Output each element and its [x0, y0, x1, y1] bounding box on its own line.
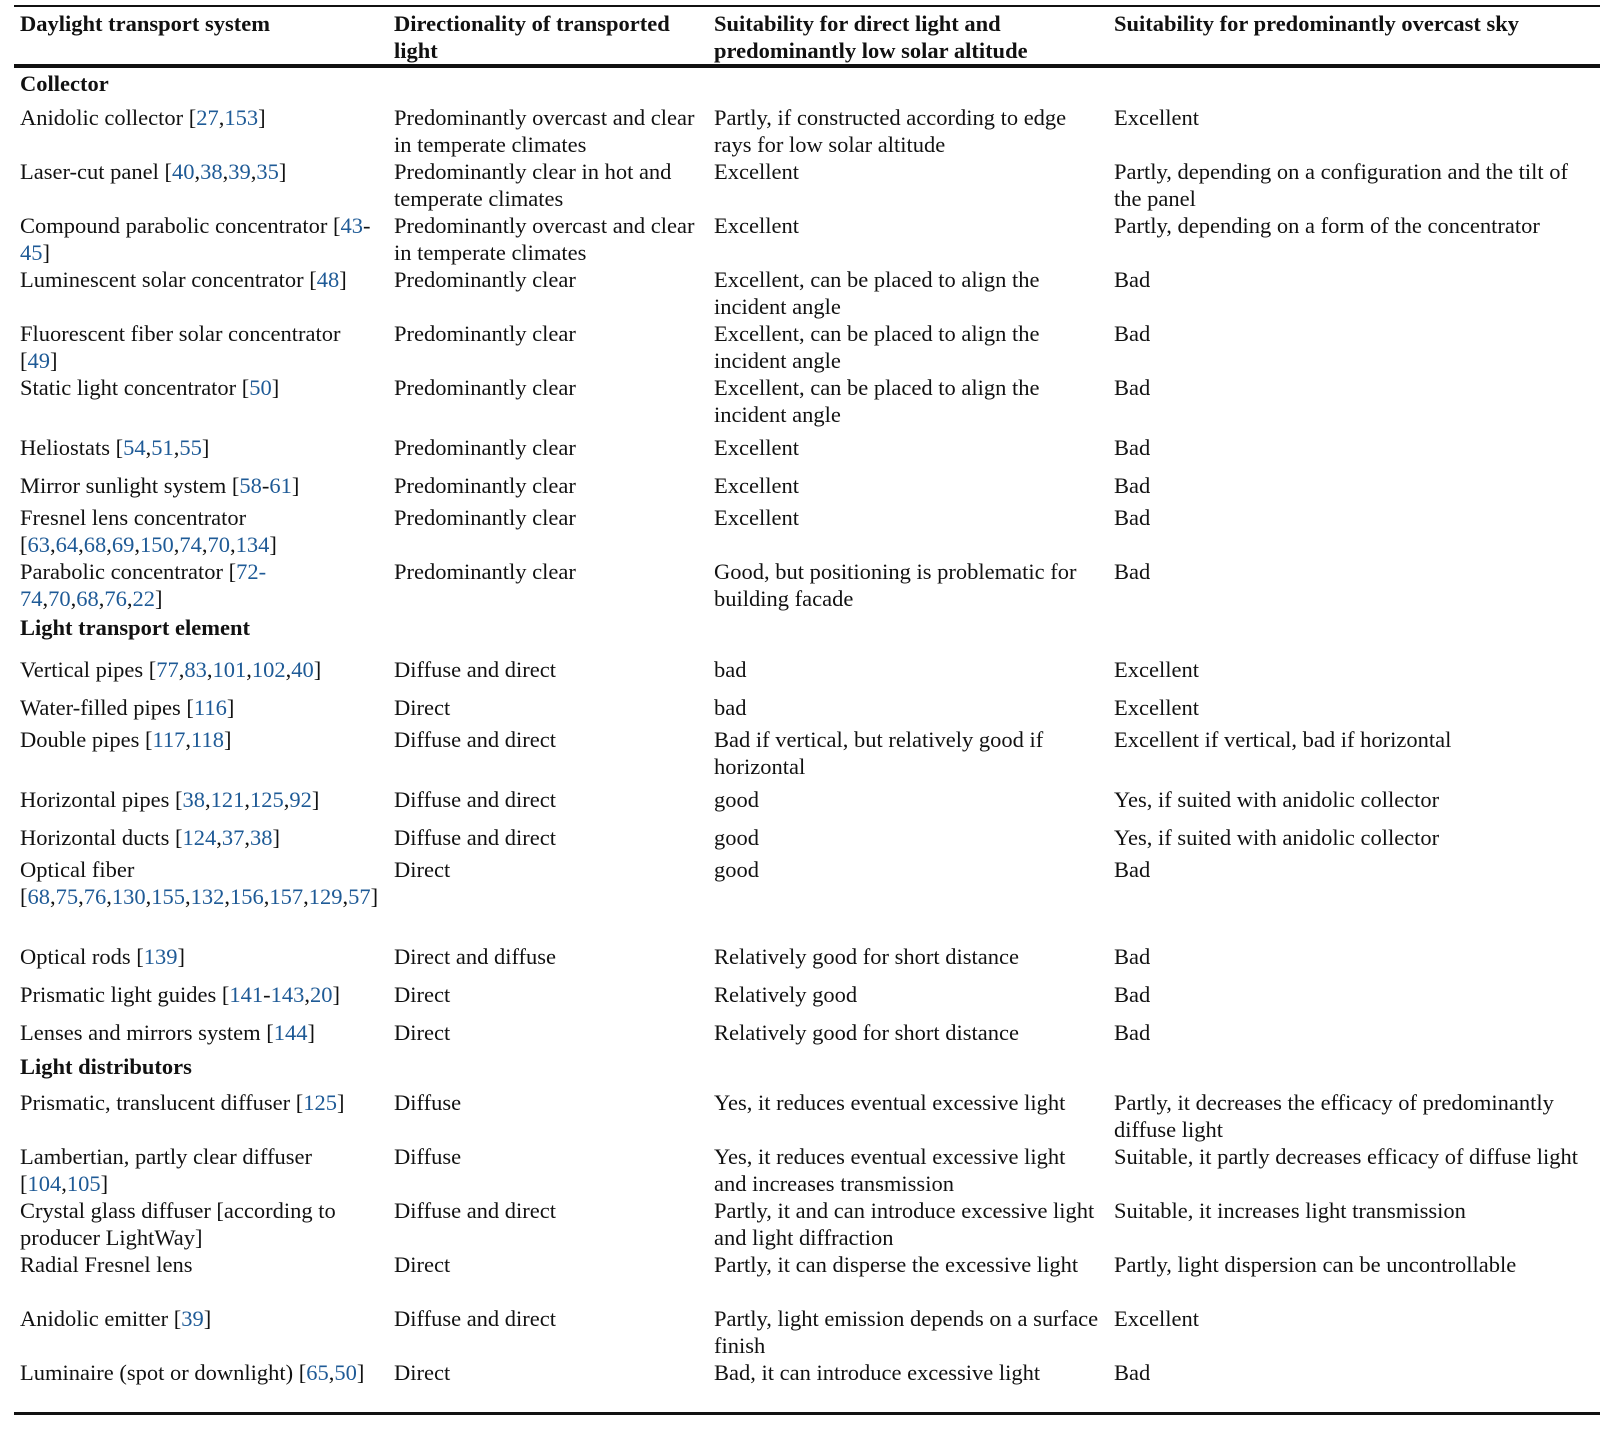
reference-link[interactable]: 45 — [20, 240, 43, 265]
reference-link[interactable]: 50 — [249, 375, 272, 400]
table-row — [14, 504, 1600, 558]
table-row — [14, 726, 1600, 780]
table-row — [14, 1013, 1600, 1051]
cell-direct-light-suitability: Relatively good for short distance — [714, 944, 1019, 969]
section-row — [14, 1051, 1600, 1089]
table-row — [14, 975, 1600, 1013]
table-row — [14, 688, 1600, 726]
header-overcast-suitability: Suitability for predominantly overcast sky — [1114, 11, 1520, 36]
cell-overcast-suitability: Bad — [1114, 1020, 1151, 1045]
reference-link[interactable]: 153 — [224, 105, 259, 130]
reference-link[interactable]: 134 — [235, 532, 270, 557]
reference-link[interactable]: 70 — [48, 586, 71, 611]
reference-link[interactable]: 144 — [273, 1020, 308, 1045]
cell-system: Lenses and mirrors system [144] — [20, 1020, 315, 1045]
cell-directionality: Diffuse and direct — [394, 727, 557, 752]
cell-system: Static light concentrator [50] — [20, 375, 280, 400]
cell-direct-light-suitability: Excellent, can be placed to align the incident angle — [714, 321, 1040, 373]
reference-link[interactable]: 117 — [152, 727, 186, 752]
header-directionality: Directionality of transported light — [394, 11, 670, 63]
cell-direct-light-suitability: Partly, it can disperse the excessive light — [714, 1252, 1079, 1277]
reference-link[interactable]: 101 — [212, 657, 247, 682]
reference-link[interactable]: 40 — [171, 159, 195, 184]
reference-link[interactable]: 157 — [269, 884, 304, 909]
cell-directionality: Diffuse — [394, 1144, 462, 1169]
cell-directionality: Direct — [394, 1360, 451, 1385]
cell-direct-light-suitability: Excellent — [714, 505, 799, 530]
cell-system: Optical rods [139] — [20, 944, 185, 969]
cell-system: Heliostats [54,51,55] — [20, 435, 210, 460]
reference-link[interactable]: 22 — [132, 586, 155, 611]
cell-overcast-suitability: Bad — [1114, 857, 1151, 882]
cell-directionality: Predominantly overcast and clear in temperate climates — [394, 213, 695, 265]
reference-link[interactable]: 68 — [83, 532, 107, 557]
cell-overcast-suitability: Excellent — [1114, 657, 1199, 682]
table-row — [14, 558, 1600, 612]
cell-directionality: Diffuse and direct — [394, 825, 557, 850]
cell-direct-light-suitability: Excellent — [714, 473, 799, 498]
reference-link[interactable]: 70 — [207, 532, 230, 557]
cell-system: Mirror sunlight system [58-61] — [20, 473, 300, 498]
cell-direct-light-suitability: Yes, it reduces eventual excessive light — [714, 1090, 1066, 1115]
reference-link[interactable]: 55 — [179, 435, 202, 460]
reference-link[interactable]: 50 — [334, 1360, 357, 1385]
cell-directionality: Direct — [394, 695, 451, 720]
cell-directionality: Direct — [394, 1020, 451, 1045]
reference-link[interactable]: 68 — [27, 884, 50, 909]
cell-system: Crystal glass diffuser [according to producer LightWay] — [20, 1198, 336, 1250]
reference-link[interactable]: 40 — [291, 657, 314, 682]
reference-link[interactable]: 129 — [308, 884, 343, 909]
table-row — [14, 1089, 1600, 1143]
cell-directionality: Direct — [394, 982, 451, 1007]
reference-link[interactable]: 38 — [200, 159, 223, 184]
reference-link[interactable]: 76 — [83, 884, 107, 909]
table-row — [14, 374, 1600, 428]
cell-directionality: Predominantly clear in hot and temperate climates — [394, 159, 672, 211]
cell-directionality: Predominantly clear — [394, 559, 576, 584]
reference-link[interactable]: 75 — [55, 884, 79, 909]
reference-link[interactable]: 156 — [230, 884, 264, 909]
table-row — [14, 937, 1600, 975]
table-row — [14, 320, 1600, 374]
reference-link[interactable]: 38 — [182, 787, 205, 812]
cell-overcast-suitability: Yes, if suited with anidolic collector — [1114, 787, 1440, 812]
cell-overcast-suitability: Partly, light dispersion can be uncontrollable — [1114, 1252, 1517, 1277]
reference-link[interactable]: 121 — [210, 787, 245, 812]
cell-overcast-suitability: Suitable, it partly decreases efficacy of diffuse light — [1114, 1144, 1579, 1169]
reference-link[interactable]: 64 — [55, 532, 79, 557]
cell-direct-light-suitability: Excellent, can be placed to align the incident angle — [714, 375, 1040, 427]
cell-overcast-suitability: Excellent — [1114, 1306, 1199, 1331]
cell-directionality: Predominantly clear — [394, 267, 576, 292]
table-row — [14, 1359, 1600, 1413]
cell-system: Horizontal ducts [124,37,38] — [20, 825, 280, 850]
cell-direct-light-suitability: Excellent — [714, 213, 799, 238]
cell-direct-light-suitability: good — [714, 857, 759, 882]
cell-overcast-suitability: Bad — [1114, 267, 1151, 292]
reference-link[interactable]: 63 — [27, 532, 50, 557]
cell-system: Prismatic light guides [141-143,20] — [20, 982, 340, 1007]
cell-direct-light-suitability: Excellent — [714, 435, 799, 460]
reference-link[interactable]: 58 — [239, 473, 262, 498]
reference-link[interactable]: 72-74 — [20, 559, 267, 611]
section-row — [14, 612, 1600, 650]
reference-link[interactable]: 74 — [179, 532, 202, 557]
cell-system: Double pipes [117,118] — [20, 727, 232, 752]
cell-directionality: Predominantly clear — [394, 321, 576, 346]
section-title: Light distributors — [20, 1054, 192, 1079]
cell-system: Horizontal pipes [38,121,125,92] — [20, 787, 320, 812]
reference-link[interactable]: 39 — [181, 1306, 204, 1331]
cell-directionality: Predominantly clear — [394, 505, 576, 530]
cell-directionality: Diffuse and direct — [394, 1198, 557, 1223]
reference-link[interactable]: 139 — [143, 944, 178, 969]
cell-system: Anidolic collector [27,153] — [20, 105, 266, 130]
cell-directionality: Direct and diffuse — [394, 944, 557, 969]
cell-overcast-suitability: Bad — [1114, 1360, 1151, 1385]
reference-link[interactable]: 37 — [221, 825, 245, 850]
cell-direct-light-suitability: Relatively good for short distance — [714, 1020, 1019, 1045]
reference-link[interactable]: 48 — [316, 267, 340, 292]
table-row — [14, 856, 1600, 937]
cell-system: Compound parabolic concentrator [43-45] — [20, 213, 371, 265]
reference-link[interactable]: 125 — [303, 1090, 338, 1115]
cell-system: Vertical pipes [77,83,101,102,40] — [20, 657, 322, 682]
reference-link[interactable]: 77 — [156, 657, 179, 682]
reference-link[interactable]: 38 — [249, 825, 273, 850]
cell-system: Fluorescent fiber solar concentrator [49] — [20, 321, 341, 373]
cell-system: Water-filled pipes [116] — [20, 695, 235, 720]
reference-link[interactable]: 102 — [251, 657, 286, 682]
cell-system: Luminaire (spot or downlight) [65,50] — [20, 1360, 365, 1385]
cell-system: Prismatic, translucent diffuser [125] — [20, 1090, 345, 1115]
cell-directionality: Predominantly clear — [394, 375, 576, 400]
daylight-transport-table-container — [14, 5, 1600, 1415]
reference-link[interactable]: 51 — [151, 435, 174, 460]
cell-system: Luminescent solar concentrator [48] — [20, 267, 347, 292]
reference-link[interactable]: 141 — [229, 982, 264, 1007]
reference-link[interactable]: 76 — [104, 586, 127, 611]
cell-overcast-suitability: Bad — [1114, 505, 1151, 530]
cell-overcast-suitability: Bad — [1114, 982, 1151, 1007]
table-row — [14, 1143, 1600, 1197]
table-row — [14, 158, 1600, 212]
cell-directionality: Diffuse and direct — [394, 657, 557, 682]
header-direct-light-suitability: Suitability for direct light and predominantly low solar altitude — [714, 11, 1028, 63]
cell-overcast-suitability: Partly, it decreases the efficacy of predominantly diffuse light — [1114, 1090, 1554, 1142]
cell-direct-light-suitability: Good, but positioning is problematic for building facade — [714, 559, 1077, 611]
section-row — [14, 66, 1600, 104]
table-row — [14, 266, 1600, 320]
cell-overcast-suitability: Yes, if suited with anidolic collector — [1114, 825, 1440, 850]
cell-direct-light-suitability: Partly, light emission depends on a surface finish — [714, 1306, 1099, 1358]
reference-link[interactable]: 143 — [270, 982, 305, 1007]
cell-system: Radial Fresnel lens — [20, 1252, 193, 1277]
reference-link[interactable]: 61 — [269, 473, 292, 498]
cell-system: Fresnel lens concentrator [63,64,68,69,150,74,70,134] — [20, 505, 277, 557]
reference-link[interactable]: 49 — [27, 348, 50, 373]
cell-direct-light-suitability: Partly, it and can introduce excessive light and light diffraction — [714, 1198, 1095, 1250]
header-system: Daylight transport system — [20, 11, 270, 36]
reference-link[interactable]: 130 — [111, 884, 146, 909]
cell-directionality: Diffuse and direct — [394, 1306, 557, 1331]
table-row — [14, 1197, 1600, 1251]
cell-overcast-suitability: Excellent — [1114, 695, 1199, 720]
table-body — [14, 66, 1600, 1413]
daylight-transport-table — [14, 5, 1600, 1415]
reference-link[interactable]: 35 — [256, 159, 279, 184]
cell-direct-light-suitability: Partly, if constructed according to edge rays for low solar altitude — [714, 105, 1067, 157]
cell-direct-light-suitability: Relatively good — [714, 982, 858, 1007]
cell-directionality: Predominantly overcast and clear in temperate climates — [394, 105, 695, 157]
cell-system: Optical fiber [68,75,76,130,155,132,156,157,129,57] — [20, 857, 379, 909]
cell-direct-light-suitability: Excellent — [714, 159, 799, 184]
reference-link[interactable]: 92 — [289, 787, 312, 812]
table-row — [14, 466, 1600, 504]
reference-link[interactable]: 83 — [184, 657, 207, 682]
cell-system: Anidolic emitter [39] — [20, 1306, 212, 1331]
table-row — [14, 104, 1600, 158]
reference-link[interactable]: 104 — [27, 1171, 62, 1196]
cell-system: Laser-cut panel [40,38,39,35] — [20, 159, 287, 184]
header-row — [14, 6, 1600, 66]
section-title: Light transport element — [20, 615, 250, 640]
reference-link[interactable]: 54 — [123, 435, 146, 460]
reference-link[interactable]: 125 — [249, 787, 284, 812]
cell-overcast-suitability: Bad — [1114, 375, 1151, 400]
cell-directionality: Diffuse — [394, 1090, 462, 1115]
reference-link[interactable]: 155 — [151, 884, 185, 909]
cell-directionality: Diffuse and direct — [394, 787, 557, 812]
reference-link[interactable]: 27 — [196, 105, 219, 130]
table-row — [14, 428, 1600, 466]
reference-link[interactable]: 105 — [66, 1171, 101, 1196]
cell-overcast-suitability: Partly, depending on a form of the concentrator — [1114, 213, 1540, 238]
cell-overcast-suitability: Bad — [1114, 473, 1151, 498]
cell-direct-light-suitability: Yes, it reduces eventual excessive light and increases transmission — [714, 1144, 1066, 1196]
cell-overcast-suitability: Excellent — [1114, 105, 1199, 130]
table-row — [14, 818, 1600, 856]
cell-overcast-suitability: Bad — [1114, 944, 1151, 969]
cell-overcast-suitability: Bad — [1114, 559, 1151, 584]
cell-overcast-suitability: Bad — [1114, 321, 1151, 346]
reference-link[interactable]: 150 — [140, 532, 174, 557]
reference-link[interactable]: 20 — [309, 982, 333, 1007]
cell-direct-light-suitability: bad — [714, 695, 747, 720]
reference-link[interactable]: 39 — [228, 159, 251, 184]
cell-system: Parabolic concentrator [72-74,70,68,76,22] — [20, 559, 267, 611]
cell-overcast-suitability: Bad — [1114, 435, 1151, 460]
table-row — [14, 212, 1600, 266]
reference-link[interactable]: 68 — [76, 586, 99, 611]
table-row — [14, 780, 1600, 818]
cell-directionality: Predominantly clear — [394, 473, 576, 498]
table-header — [14, 6, 1600, 66]
cell-direct-light-suitability: good — [714, 825, 759, 850]
table-row — [14, 1251, 1600, 1305]
reference-link[interactable]: 124 — [182, 825, 217, 850]
cell-directionality: Direct — [394, 857, 451, 882]
cell-overcast-suitability: Suitable, it increases light transmission — [1114, 1198, 1466, 1223]
cell-directionality: Direct — [394, 1252, 451, 1277]
reference-link[interactable]: 65 — [306, 1360, 329, 1385]
cell-direct-light-suitability: Excellent, can be placed to align the incident angle — [714, 267, 1040, 319]
section-title: Collector — [20, 71, 109, 96]
table-row — [14, 1305, 1600, 1359]
cell-direct-light-suitability: good — [714, 787, 759, 812]
table-row — [14, 650, 1600, 688]
cell-directionality: Predominantly clear — [394, 435, 576, 460]
cell-overcast-suitability: Excellent if vertical, bad if horizontal — [1114, 727, 1452, 752]
cell-direct-light-suitability: Bad if vertical, but relatively good if horizontal — [714, 727, 1044, 779]
cell-direct-light-suitability: bad — [714, 657, 747, 682]
cell-system: Lambertian, partly clear diffuser [104,105] — [20, 1144, 312, 1196]
reference-link[interactable]: 116 — [193, 695, 227, 720]
reference-link[interactable]: 132 — [190, 884, 225, 909]
reference-link[interactable]: 57 — [348, 884, 371, 909]
reference-link[interactable]: 69 — [111, 532, 135, 557]
reference-link[interactable]: 43 — [340, 213, 364, 238]
reference-link[interactable]: 118 — [191, 727, 224, 752]
cell-overcast-suitability: Partly, depending on a configuration and the tilt of the panel — [1114, 159, 1569, 211]
cell-direct-light-suitability: Bad, it can introduce excessive light — [714, 1360, 1041, 1385]
